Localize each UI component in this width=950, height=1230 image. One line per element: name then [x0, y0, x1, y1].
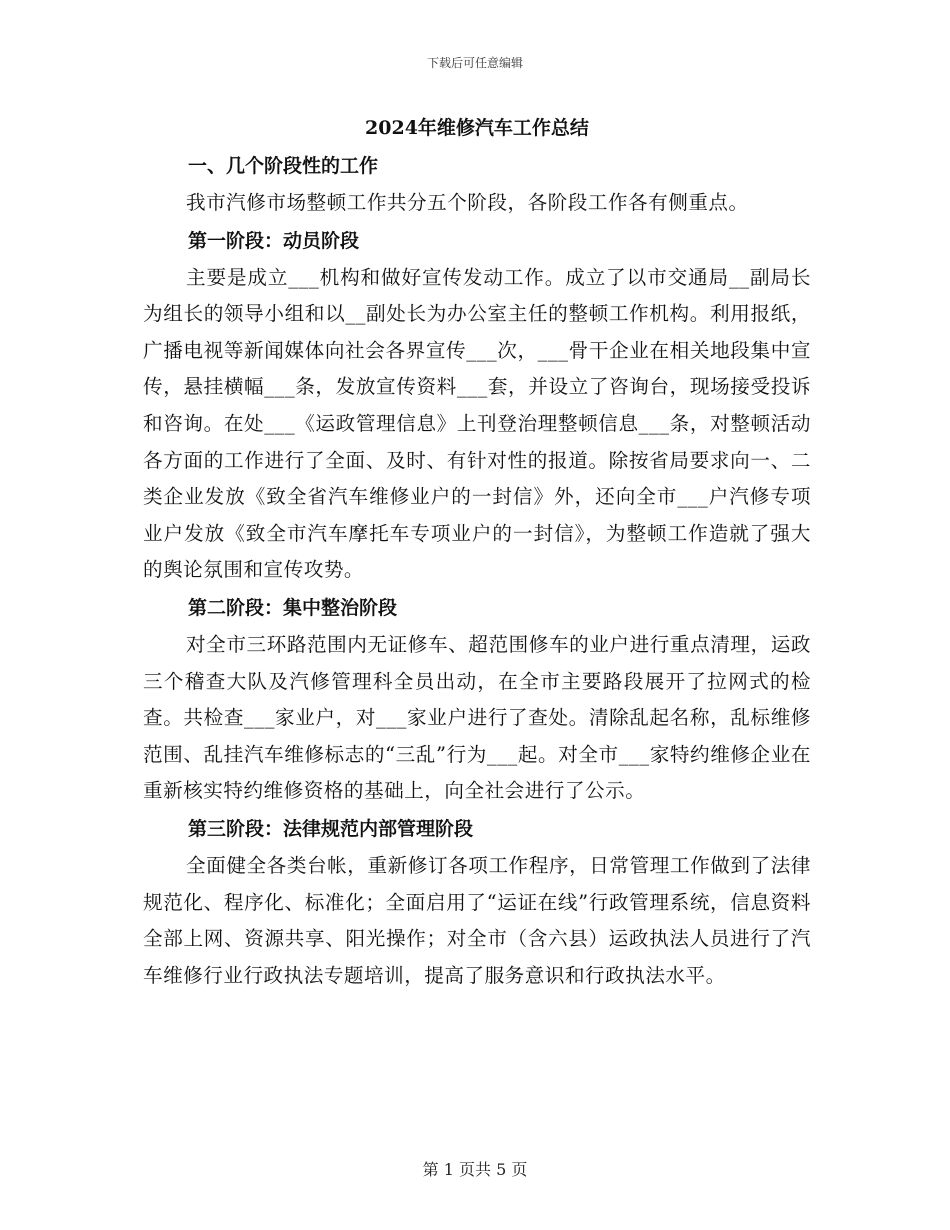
stage-2-paragraph: 对全市三环路范围内无证修车、超范围修车的业户进行重点清理，运政三个稽查大队及汽修管理科全员出动，在全市主要路段展开了拉网式的检查。共检查___家业户，对___家业户进行了查处。清除乱起名称，乱标维修范围、乱挂汽车维修标志的“三乱”行为___起。对全市___家特约维修企业在重新核实特约维修资格的基础上，向全社会进行了公示。 — [143, 632, 811, 803]
header-note: 下载后可任意编辑 — [426, 56, 523, 70]
section-heading-1: 一、几个阶段性的工作 — [188, 155, 379, 177]
stage-1-paragraph: 主要是成立___机构和做好宣传发动工作。成立了以市交通局__副局长为组长的领导小组和以__副处长为办公室主任的整顿工作机构。利用报纸，广播电视等新闻媒体向社会各界宣传___次，___骨干企业在相关地段集中宣传，悬挂横幅___条，发放宣传资料___套，并设立了咨询台，现场接受投诉和咨询。在处___《运政管理信息》上刊登治理整顿信息___条，对整顿活动各方面的工作进行了全面、及时、有针对性的报道。除按省局要求向一、二类企业发放《致全省汽车维修业户的一封信》外，还向全市___户汽修专项业户发放《致全市汽车摩托车专项业户的一封信》，为整顿工作造就了强大的舆论氛围和宣传攻势。 — [143, 265, 811, 582]
stage-1-heading: 第一阶段：动员阶段 — [188, 229, 360, 252]
intro-paragraph: 我市汽修市场整顿工作共分五个阶段，各阶段工作各有侧重点。 — [186, 191, 749, 214]
stage-3-heading: 第三阶段：法律规范内部管理阶段 — [188, 817, 474, 840]
page-number-label: 第 1 页共 5 页 — [422, 1160, 528, 1179]
stage-3-paragraph: 全面健全各类台帐，重新修订各项工作程序，日常管理工作做到了法律规范化、程序化、标准化；全面启用了“运证在线”行政管理系统，信息资料全部上网、资源共享、阳光操作；对全市（含六县）运政执法人员进行了汽车维修行业行政执法专题培训，提高了服务意识和行政执法水平。 — [143, 853, 811, 987]
page-footer — [0, 1157, 950, 1180]
document-body — [143, 110, 811, 995]
document-title: 2024年维修汽车工作总结 — [365, 117, 589, 139]
stage-2-heading: 第二阶段：集中整治阶段 — [188, 596, 398, 619]
